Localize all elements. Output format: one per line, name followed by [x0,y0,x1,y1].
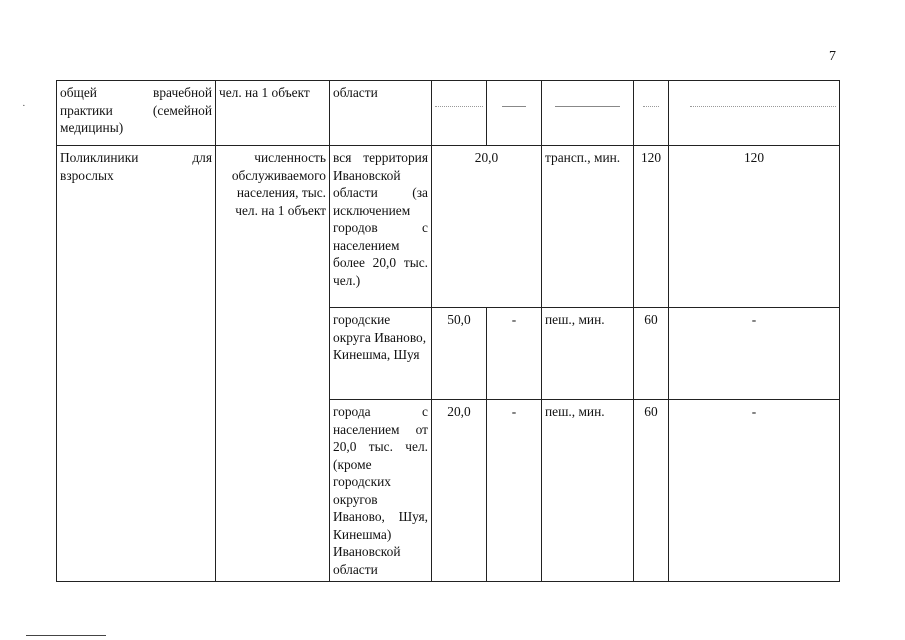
margin-mark: · [22,100,26,112]
time-cell: 120 [634,146,669,308]
table-row [57,146,840,308]
table-row [57,81,840,146]
norm-cell: 20,0 [432,400,487,582]
norm-cell: 50,0 [432,308,487,400]
empty-cell [669,81,840,146]
empty-cell [487,81,542,146]
time-cell: 60 [634,308,669,400]
footnote-separator [26,635,106,636]
norm-cell: 20,0 [432,146,542,308]
extra-cell: - [669,400,840,582]
territory-cell: города с населением от 20,0 тыс. чел. (кроме городских округов Иваново, Шуя, Кинешма) Ивановской области [330,400,432,582]
empty-cell [542,81,634,146]
time-cell: 60 [634,400,669,582]
object-cell: общей врачебной практики (семейной медицины) [57,81,216,146]
territory-cell: вся территория Ивановской области (за исключением городов с населением более 20,0 тыс. чел.) [330,146,432,308]
unit-cell: трансп., мин. [542,146,634,308]
faded-line [435,106,483,107]
territory-cell: городские округа Иваново, Кинешма, Шуя [330,308,432,400]
territory-cell: области [330,81,432,146]
empty-cell [432,81,487,146]
norm2-cell: - [487,308,542,400]
faded-line [690,106,836,107]
faded-line [502,106,526,107]
faded-line [643,106,659,107]
unit-cell: пеш., мин. [542,400,634,582]
norms-table [56,80,840,582]
page-number: 7 [829,49,836,64]
extra-cell: - [669,308,840,400]
indicator-cell: чел. на 1 объект [216,81,330,146]
empty-cell [634,81,669,146]
unit-cell: пеш., мин. [542,308,634,400]
faded-line [555,106,620,107]
indicator-cell: численность обслуживаемого населения, тыс. чел. на 1 объект [216,146,330,582]
object-cell: Поликлиники для взрослых [57,146,216,582]
extra-cell: 120 [669,146,840,308]
norm2-cell: - [487,400,542,582]
